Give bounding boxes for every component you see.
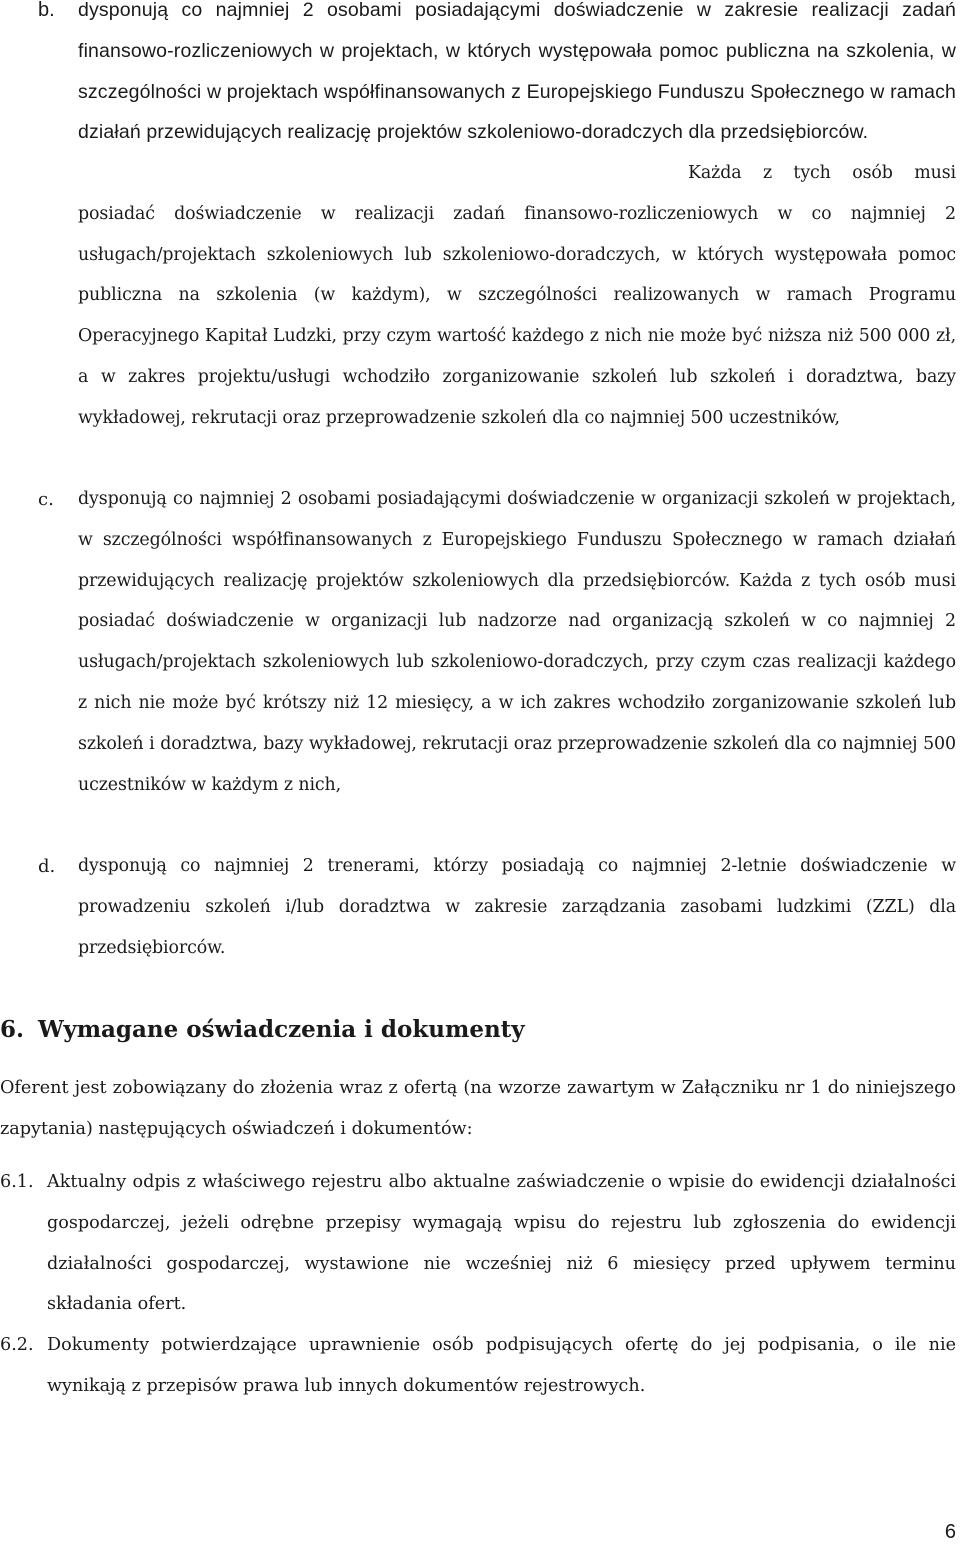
item-number: 6.2. [0, 1335, 34, 1355]
section-number: 6. [0, 1016, 25, 1043]
page-number: 6 [944, 1521, 956, 1543]
list-marker: b. [38, 0, 55, 21]
list-item-text-part2: Każda z tych osób musi posiadać doświadczenie w realizacji zadań finansowo-rozliczeniowych w co najmniej 2 usługach/projektach szkoleniowych lub szkoleniowo-doradczych, w których występowała pomoc publiczna na szkolenia (w każdym), w szczególności realizowanych w ramach Programu Operacyjnego Kapitał Ludzki, przy czym wartość każdego z nich nie może być niższa niż 500 000 zł, a w zakres projektu/usługi wchodziło zorganizowanie szkoleń lub szkoleń i doradztwa, bazy wykładowej, rekrutacji oraz przeprowadzenie szkoleń dla co najmniej 500 uczestników, [78, 163, 956, 428]
item-text: Aktualny odpis z właściwego rejestru albo aktualne zaświadczenie o wpisie do ewidencji działalności gospodarczej, jeżeli odrębne przepisy wymagają wpisu do rejestru lub zgłoszenia do ewidencji działalności gospodarczej, wystawione nie wcześniej niż 6 miesięcy przed upływem terminu składania ofert. [47, 1172, 956, 1315]
item-text: Dokumenty potwierdzające uprawnienie osób podpisujących ofertę do jej podpisania, o ile nie wynikają z przepisów prawa lub innych dokumentów rejestrowych. [47, 1335, 956, 1396]
list-marker: d. [38, 856, 56, 877]
list-item-text: dysponują co najmniej 2 trenerami, którzy posiadają co najmniej 2-letnie doświadczenie w prowadzeniu szkoleń i/lub doradztwa w zakresie zarządzania zasobami ludzkimi (ZZL) dla przedsiębiorców. [78, 856, 956, 958]
section-heading [0, 1008, 525, 1052]
section-intro: Oferent jest zobowiązany do złożenia wraz z ofertą (na wzorze zawartym w Załączniku nr 1 do niniejszego zapytania) następujących oświadczeń i dokumentów: [0, 1078, 956, 1139]
list-marker: c. [38, 489, 54, 510]
section-title: Wymagane oświadczenia i dokumenty [38, 1016, 525, 1043]
item-number: 6.1. [0, 1172, 34, 1192]
list-item-text-part1: dysponują co najmniej 2 osobami posiadającymi doświadczenie w zakresie realizacji zadań finansowo-rozliczeniowych w projektach, w których występowała pomoc publiczna na szkolenia, w szczególności w projektach współfinansowanych z Europejskiego Funduszu Społecznego w ramach działań przewidujących realizację projektów szkoleniowo-doradczych dla przedsiębiorców. [78, 0, 956, 144]
list-item-text: dysponują co najmniej 2 osobami posiadającymi doświadczenie w organizacji szkoleń w projektach, w szczególności współfinansowanych z Europejskiego Funduszu Społecznego w ramach działań przewidujących realizację projektów szkoleniowych dla przedsiębiorców. Każda z tych osób musi posiadać doświadczenie w organizacji lub nadzorze nad organizacją szkoleń w co najmniej 2 usługach/projektach szkoleniowych lub szkoleniowo-doradczych, przy czym czas realizacji każdego z nich nie może być krótszy niż 12 miesięcy, a w ich zakres wchodziło zorganizowanie szkoleń lub szkoleń i doradztwa, bazy wykładowej, rekrutacji oraz przeprowadzenie szkoleń dla co najmniej 500 uczestników w każdym z nich, [78, 489, 956, 795]
